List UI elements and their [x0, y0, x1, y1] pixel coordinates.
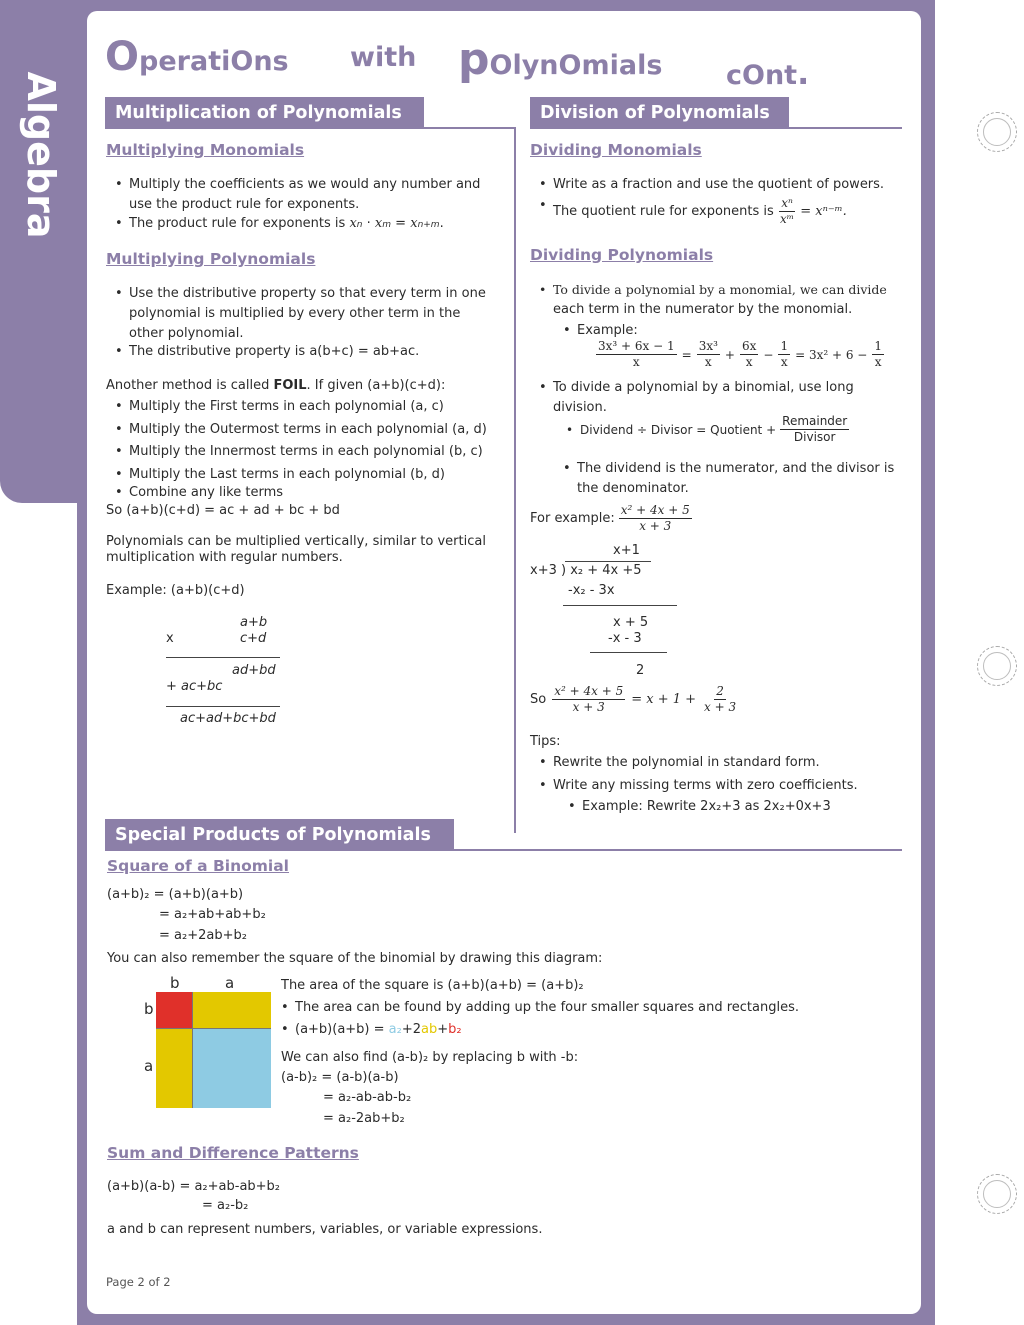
- foil-inner: • Multiply the Innermost terms in each polynomial (b, c): [129, 442, 483, 462]
- page-footer: Page 2 of 2: [106, 1275, 171, 1289]
- long-div-bullet-2: • The dividend is the numerator, and the divisor is: [577, 459, 894, 479]
- long-div-bullet: • To divide a polynomial by a binomial, use long: [553, 378, 854, 398]
- vert-times: x: [166, 631, 174, 646]
- for-example-line: For example: $\frac{\text{x² + 4x + 5}}{x + 3}$: [530, 503, 690, 533]
- foil-last: • Multiply the Last terms in each polynomial (b, d): [129, 465, 445, 485]
- page-title-with: with: [350, 42, 417, 73]
- diagram-label-a-left: a: [144, 1057, 154, 1075]
- multiplication-header: Multiplication of Polynomials: [105, 97, 424, 129]
- multiplication-rule: [105, 127, 515, 129]
- page-title: OperatiOns: [105, 34, 289, 80]
- vertical-note-2: multiplication with regular numbers.: [106, 550, 343, 565]
- ld-rem1: x + 5: [613, 615, 649, 630]
- multiplying-polynomials-title[interactable]: Multiplying Polynomials: [106, 250, 316, 268]
- ld-sub1: -x₂ - 3x: [568, 583, 615, 598]
- diagram-intro: You can also remember the square of the binomial by drawing this diagram:: [107, 951, 603, 966]
- tips-label: Tips:: [530, 734, 561, 749]
- foil-outer: • Multiply the Outermost terms in each polynomial (a, d): [129, 420, 487, 440]
- side-tab[interactable]: [0, 0, 95, 503]
- diagram-label-a-top: a: [225, 974, 235, 992]
- minus-line-1: (a-b)₂ = (a-b)(a-b): [281, 1070, 399, 1085]
- vertical-note-1: Polynomials can be multiplied vertically, similar to vertical: [106, 534, 486, 549]
- ld-line-2: [590, 652, 667, 653]
- mono-bullet-1: • Multiply the coefficients as we would any number and: [129, 175, 480, 195]
- div-poly-example-equation: $\frac{\text{3x³ + 6x − 1}}{x}$ = $\frac{\text{3x³}}{x}$ + $\frac{6x}{x}$ − $\frac{1}{x}$ = 3x² + 6 − $\frac{1}{x}$: [598, 339, 882, 369]
- long-div-bullet-cont: division.: [553, 400, 607, 415]
- poly-bullet-1-cont2: other polynomial.: [129, 326, 244, 341]
- ld-quotient: x+1: [613, 543, 640, 558]
- side-tab-label: Algebra: [19, 71, 63, 239]
- sum-difference-title[interactable]: Sum and Difference Patterns: [107, 1144, 359, 1162]
- binder-hole-icon: [977, 1174, 1017, 1214]
- division-result: So $\frac{\text{x² + 4x + 5}}{x + 3}$ = x + 1 + $\frac{2}{x + 3}$: [530, 684, 737, 714]
- sum-note: a and b can represent numbers, variables, or variable expressions.: [107, 1222, 543, 1237]
- div-poly-bullet-1: • To divide a polynomial by a monomial, we can divide: [553, 280, 887, 300]
- diagram-a-squared: [192, 1028, 271, 1108]
- square-of-binomial-title[interactable]: Square of a Binomial: [107, 857, 289, 875]
- vert-line-1: [166, 657, 280, 658]
- special-products-rule: [105, 849, 902, 851]
- special-products-header: Special Products of Polynomials: [105, 819, 454, 851]
- vert-ab: a+b: [240, 615, 268, 630]
- area-bullet-1: • The area can be found by adding up the four smaller squares and rectangles.: [295, 998, 799, 1018]
- ld-divisor: x+3: [530, 563, 557, 578]
- column-divider: [514, 127, 516, 833]
- minus-intro: We can also find (a-b)₂ by replacing b with -b:: [281, 1050, 579, 1065]
- foil-combine: • Combine any like terms: [129, 483, 283, 503]
- ld-rem2: 2: [636, 663, 645, 678]
- minus-line-3: = a₂-2ab+b₂: [323, 1111, 405, 1126]
- vert-adbd: ad+bd: [232, 663, 276, 678]
- vertical-example-label: Example: (a+b)(c+d): [106, 583, 245, 598]
- vert-line-2: [166, 706, 280, 707]
- diagram-ab-left: [156, 1028, 192, 1108]
- tip-1: • Rewrite the polynomial in standard form.: [553, 753, 820, 773]
- square-line-2: = a₂+ab+ab+b₂: [159, 907, 266, 922]
- multiplying-monomials-title[interactable]: Multiplying Monomials: [106, 141, 305, 159]
- tip-3: • Example: Rewrite 2x₂+3 as 2x₂+0x+3: [582, 797, 831, 817]
- tip-2: • Write any missing terms with zero coefficients.: [553, 776, 858, 796]
- vert-cd: c+d: [240, 631, 267, 646]
- mono-bullet-1-cont: use the product rule for exponents.: [129, 197, 360, 212]
- division-header: Division of Polynomials: [530, 97, 789, 129]
- diagram-ab-top: [192, 992, 271, 1028]
- quotient-rule-fraction: $\frac{\text{xⁿ}}{\text{xᵐ}}$: [779, 196, 795, 226]
- poly-bullet-2: • The distributive property is a(b+c) = ab+ac.: [129, 342, 419, 362]
- diagram-label-b-left: b: [144, 1000, 154, 1018]
- foil-intro: Another method is called FOIL. If given (a+b)(c+d):: [106, 378, 446, 393]
- foil-result: So (a+b)(c+d) = ac + ad + bc + bd: [106, 503, 340, 518]
- div-mono-bullet-1: • Write as a fraction and use the quotient of powers.: [553, 175, 884, 195]
- square-line-3: = a₂+2ab+b₂: [159, 928, 247, 943]
- vert-result: ac+ad+bc+bd: [180, 711, 276, 726]
- sum-line-2: = a₂-b₂: [202, 1198, 249, 1213]
- mono-bullet-2: • The product rule for exponents is xn · xm = xn+m.: [129, 214, 444, 235]
- side-tab-label-wrap: [16, 70, 66, 240]
- div-poly-bullet-1-cont: each term in the numerator by the monomial.: [553, 302, 853, 317]
- page-title-polynomials: pOlynOmials: [458, 34, 663, 85]
- area-bullet-2: • (a+b)(a+b) = a₂+2ab+b₂: [295, 1020, 462, 1040]
- division-rule: [530, 127, 902, 129]
- diagram-b-squared: [156, 992, 192, 1028]
- foil-first: • Multiply the First terms in each polynomial (a, c): [129, 397, 444, 417]
- ld-sub2: -x - 3: [608, 631, 642, 646]
- div-mono-bullet-2: • The quotient rule for exponents is $\frac{\text{xⁿ}}{\text{xᵐ}}$ = xⁿ⁻ᵐ.: [553, 196, 847, 227]
- poly-bullet-1-cont: polynomial is multiplied by every other term in the: [129, 306, 461, 321]
- minus-line-2: = a₂-ab-ab-b₂: [323, 1090, 412, 1105]
- ld-dividend: ) x₂ + 4x +5: [561, 563, 642, 578]
- long-div-formula: • Dividend ÷ Divisor = Quotient + $\frac{\text{Remainder}}{\text{Divisor}}$: [580, 414, 849, 445]
- ld-line-1: [563, 605, 677, 606]
- div-poly-example-label: • Example:: [577, 321, 638, 341]
- square-line-1: (a+b)₂ = (a+b)(a+b): [107, 887, 244, 902]
- binder-hole-icon: [977, 646, 1017, 686]
- dividing-polynomials-title[interactable]: Dividing Polynomials: [530, 246, 714, 264]
- page-title-cont: cOnt.: [726, 54, 810, 92]
- dividing-monomials-title[interactable]: Dividing Monomials: [530, 141, 702, 159]
- long-div-bullet-2-cont: the denominator.: [577, 481, 689, 496]
- diagram-label-b-top: b: [170, 974, 180, 992]
- sum-line-1: (a+b)(a-b) = a₂+ab-ab+b₂: [107, 1179, 281, 1194]
- area-line: The area of the square is (a+b)(a+b) = (a+b)₂: [281, 978, 584, 993]
- binder-hole-icon: [977, 112, 1017, 152]
- vert-acbc: + ac+bc: [166, 679, 223, 694]
- poly-bullet-1: • Use the distributive property so that every term in one: [129, 284, 486, 304]
